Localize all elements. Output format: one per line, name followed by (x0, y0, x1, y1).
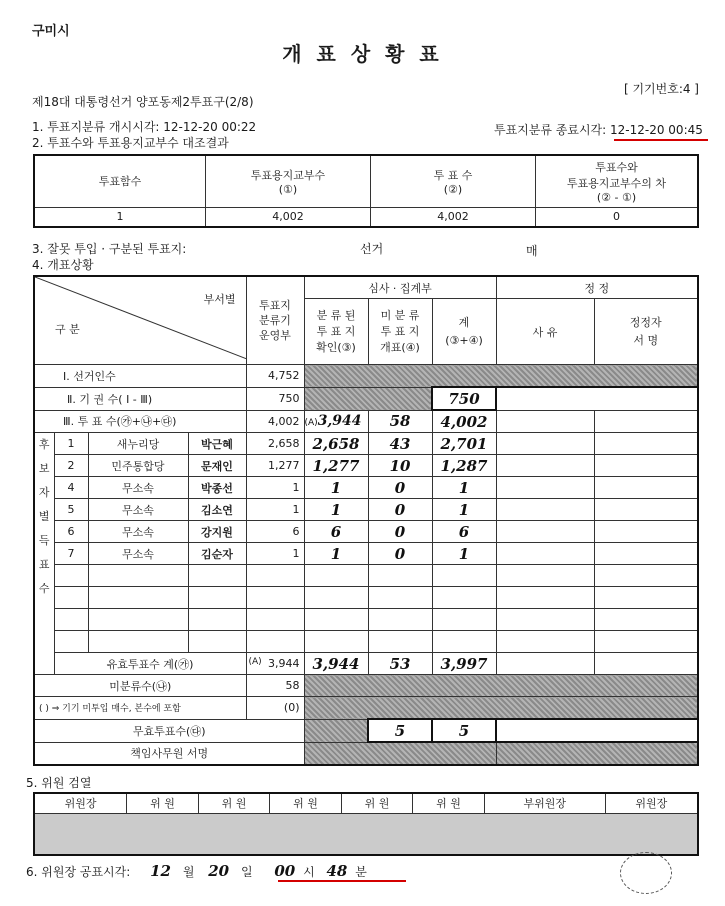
dept-label: 부서별 (203, 293, 236, 306)
issued-header-line1: 투표용지교부수 (250, 168, 326, 182)
gubun-label: 구 분 (55, 323, 80, 336)
invalid-hand-u: 5 (368, 719, 432, 742)
diff-header-line2: 투표용지교부수의 차 (566, 176, 667, 190)
cand-name: 강지원 (188, 521, 246, 543)
valid-hand-c: 3,944 (304, 653, 368, 675)
shaded-cell (304, 697, 698, 720)
ballot-box-value: 1 (34, 207, 206, 227)
section-6 (26, 862, 367, 880)
unclassified-value: 58 (246, 675, 304, 697)
blank-cell (432, 631, 496, 653)
blank-cell (246, 631, 304, 653)
electors-label: Ⅰ. 선거인수 (34, 365, 246, 388)
side-char: 보 (38, 462, 50, 475)
cand-hand-c: 6 (304, 521, 368, 543)
empty-row (34, 587, 698, 609)
side-char: 자 (38, 486, 50, 499)
blank-cell (304, 609, 368, 631)
cand-party: 무소속 (88, 543, 188, 565)
member-title: 위 원 (198, 793, 270, 813)
blank-cell (54, 609, 88, 631)
total-header-2: (③+④) (445, 333, 483, 347)
votes-header-line1: 투 표 수 (433, 168, 473, 182)
blank-cell (594, 433, 698, 455)
cand-hand-u: 43 (368, 433, 432, 455)
blank-cell (594, 587, 698, 609)
blank-cell (496, 433, 594, 455)
votes-value: 4,002 (371, 207, 536, 227)
blank-cell (188, 609, 246, 631)
abstain-label: Ⅱ. 기 권 수( Ⅰ - Ⅲ) (34, 387, 246, 410)
cand-hand-u: 0 (368, 521, 432, 543)
member-title: 부위원장 (484, 793, 605, 813)
blank-cell (496, 609, 594, 631)
unclassified-row (34, 675, 698, 697)
red-underline (278, 880, 406, 882)
member-title: 위원장 (605, 793, 698, 813)
correction-header: 정 정 (496, 276, 698, 299)
sort-end-label: 투표지분류 종료시각: (494, 123, 607, 137)
votes-hand-total: 4,002 (432, 410, 496, 433)
cand-hand-t: 1 (432, 499, 496, 521)
blank-cell (432, 609, 496, 631)
valid-prefix: (A) (248, 657, 262, 667)
unclassified-header-1: 미 분 류 (380, 308, 420, 322)
reconciliation-table (33, 154, 699, 228)
cand-no: 4 (54, 477, 88, 499)
cand-no: 7 (54, 543, 88, 565)
empty-row (34, 631, 698, 653)
announce-day: 20 (208, 862, 230, 880)
shaded-cell (304, 365, 698, 388)
blank-cell (496, 521, 594, 543)
cand-hand-t: 6 (432, 521, 496, 543)
section-2-label: 2. 투표수와 투표용지교부수 대조결과 (32, 136, 229, 150)
total-header (432, 299, 496, 365)
election-title: 제18대 대통령선거 양포동제2투표구(2/8) (32, 95, 254, 109)
candidate-row (34, 543, 698, 565)
blank-cell (432, 565, 496, 587)
cand-party: 무소속 (88, 477, 188, 499)
cand-hand-c: 2,658 (304, 433, 368, 455)
abstain-value: 750 (246, 387, 304, 410)
announce-label: 6. 위원장 공표시각: (26, 865, 131, 879)
classified-header (304, 299, 368, 365)
cand-party: 민주통합당 (88, 455, 188, 477)
cand-name: 김순자 (188, 543, 246, 565)
section-4-label: 4. 개표상황 (32, 258, 94, 272)
issued-value: 4,002 (206, 207, 371, 227)
votes-header (371, 155, 536, 207)
note-value: (0) (246, 697, 304, 720)
cand-name: 박근혜 (188, 433, 246, 455)
side-char: 수 (38, 582, 50, 595)
cand-machine: 1 (246, 477, 304, 499)
cand-name: 문재인 (188, 455, 246, 477)
blank-cell (496, 565, 594, 587)
cand-machine: 1 (246, 499, 304, 521)
blank-cell (246, 587, 304, 609)
blank-cell (88, 609, 188, 631)
valid-label: 유효투표수 계(㉮) (54, 653, 246, 675)
sort-start (32, 118, 256, 135)
blank-cell (594, 410, 698, 433)
candidate-row (34, 433, 698, 455)
diff-header-line3: (② - ①) (596, 190, 637, 204)
votes-hand-classified (304, 410, 368, 433)
unclassified-header (368, 299, 432, 365)
blank-cell (368, 631, 432, 653)
ballot-box-header: 투표함수 (34, 155, 206, 207)
cand-hand-t: 1,287 (432, 455, 496, 477)
diagonal-line (35, 277, 247, 359)
empty-row (34, 565, 698, 587)
cand-hand-t: 1 (432, 543, 496, 565)
invalid-hand-t: 5 (432, 719, 496, 742)
blank-cell (304, 565, 368, 587)
blank-cell (88, 631, 188, 653)
cand-hand-t: 1 (432, 477, 496, 499)
blank-cell (594, 477, 698, 499)
candidate-row (34, 499, 698, 521)
side-char: 후 (38, 438, 50, 451)
signer-header-2: 서 명 (633, 333, 659, 347)
cand-hand-u: 0 (368, 499, 432, 521)
machine-header (246, 276, 304, 365)
cand-no: 2 (54, 455, 88, 477)
side-char: 득 (38, 534, 50, 547)
candidate-row (34, 477, 698, 499)
blank-cell (496, 587, 594, 609)
blank-cell (496, 477, 594, 499)
announce-minute-unit: 분 (355, 865, 367, 879)
blank-cell (368, 587, 432, 609)
cand-hand-u: 0 (368, 477, 432, 499)
shaded-cell (496, 742, 698, 765)
member-title: 위원장 (34, 793, 127, 813)
valid-machine (246, 653, 304, 675)
announce-month: 12 (150, 862, 171, 880)
signer-header-1: 정정자 (629, 315, 662, 329)
gubun-header-cell (34, 276, 246, 365)
cand-machine: 1 (246, 543, 304, 565)
blank-cell (496, 719, 698, 742)
cand-hand-u: 0 (368, 543, 432, 565)
cand-machine: 6 (246, 521, 304, 543)
page-title: 개 표 상 황 표 (282, 42, 443, 66)
votes-label: Ⅲ. 투 표 수(㉮+㉯+㉰) (34, 410, 246, 433)
side-char: 표 (38, 558, 50, 571)
member-title: 위 원 (270, 793, 342, 813)
classified-header-1: 분 류 된 (316, 308, 356, 322)
cand-hand-t: 2,701 (432, 433, 496, 455)
city-label: 구미시 (32, 24, 70, 39)
valid-hand-t: 3,997 (432, 653, 496, 675)
blank-cell (594, 609, 698, 631)
diff-header (536, 155, 699, 207)
valid-value: 3,944 (268, 657, 300, 670)
blank-cell (432, 587, 496, 609)
cand-no: 1 (54, 433, 88, 455)
blank-cell (304, 631, 368, 653)
note-label: ( ) ⇒ 기기 미투입 매수, 본수에 포함 (34, 697, 246, 720)
redacted-signatures (35, 814, 697, 854)
sort-end (494, 121, 703, 138)
announce-hour: 00 (274, 862, 296, 880)
electors-value: 4,752 (246, 365, 304, 388)
blank-cell (88, 565, 188, 587)
machine-header-2: 분류기 (259, 314, 291, 327)
invalid-label: 무효투표수(㉰) (34, 719, 304, 742)
votes-hand-unclassified: 58 (368, 410, 432, 433)
blank-cell (246, 565, 304, 587)
member-title: 위 원 (341, 793, 413, 813)
blank-cell (88, 587, 188, 609)
signer-header (594, 299, 698, 365)
table-row (34, 387, 698, 410)
blank-cell (304, 587, 368, 609)
votes-prefix: (A) (304, 418, 318, 429)
officer-row (34, 742, 698, 765)
announce-day-unit: 일 (240, 865, 253, 879)
side-char: 별 (38, 510, 50, 523)
cand-party: 무소속 (88, 521, 188, 543)
cand-no: 6 (54, 521, 88, 543)
empty-row (34, 609, 698, 631)
blank-cell (368, 565, 432, 587)
section-3-count: 매 (526, 244, 538, 258)
issued-header-line2: (①) (278, 182, 298, 196)
sort-start-value: 12-12-20 00:22 (163, 120, 257, 134)
unclassified-header-2: 투 표 지 (380, 324, 420, 338)
shaded-cell (304, 742, 496, 765)
blank-cell (594, 543, 698, 565)
blank-cell (594, 455, 698, 477)
official-seal (620, 852, 672, 894)
machine-header-1: 투표지 (259, 299, 291, 312)
shaded-cell (304, 719, 368, 742)
cand-name: 박종선 (188, 477, 246, 499)
machine-header-3: 운영부 (259, 329, 291, 342)
announce-minute: 48 (326, 862, 348, 880)
candidate-row (34, 455, 698, 477)
blank-cell (368, 609, 432, 631)
diff-value: 0 (536, 207, 699, 227)
side-label (34, 433, 54, 675)
issued-header (206, 155, 371, 207)
abstain-hand: 750 (432, 387, 496, 410)
cand-party: 무소속 (88, 499, 188, 521)
section-3-label: 3. 잘못 투입 · 구분된 투표지: (32, 242, 187, 256)
votes-hand-c: 3,944 (317, 413, 362, 430)
valid-total-row (34, 653, 698, 675)
cand-hand-c: 1 (304, 477, 368, 499)
blank-cell (594, 521, 698, 543)
unclassified-label: 미분류수(㉯) (34, 675, 246, 697)
blank-cell (496, 499, 594, 521)
sort-end-value: 12-12-20 00:45 (610, 123, 703, 137)
member-title: 위 원 (127, 793, 199, 813)
cand-party: 새누리당 (88, 433, 188, 455)
section-3-election: 선거 (360, 242, 384, 256)
cand-name: 김소연 (188, 499, 246, 521)
red-underline (614, 139, 708, 141)
signature-area (34, 813, 698, 855)
blank-cell (594, 631, 698, 653)
cand-hand-c: 1 (304, 499, 368, 521)
blank-cell (594, 499, 698, 521)
cand-machine: 2,658 (246, 433, 304, 455)
counting-table (33, 275, 699, 766)
blank-cell (594, 565, 698, 587)
blank-cell (496, 410, 594, 433)
blank-cell (496, 387, 698, 410)
announce-hour-unit: 시 (303, 865, 315, 879)
blank-cell (188, 587, 246, 609)
shaded-cell (304, 387, 432, 410)
votes-header-line2: (②) (443, 182, 463, 196)
blank-cell (496, 653, 594, 675)
reason-header: 사 유 (496, 299, 594, 365)
candidate-row (34, 521, 698, 543)
classified-header-2: 투 표 지 (316, 324, 356, 338)
shaded-cell (304, 675, 698, 697)
blank-cell (246, 609, 304, 631)
table-row (34, 410, 698, 433)
votes-value: 4,002 (246, 410, 304, 433)
blank-cell (496, 631, 594, 653)
cand-no: 5 (54, 499, 88, 521)
cand-hand-c: 1,277 (304, 455, 368, 477)
table-row (34, 365, 698, 388)
section-5-label: 5. 위원 검열 (26, 776, 92, 790)
sort-start-label: 1. 투표지분류 개시시각: (32, 120, 160, 134)
blank-cell (54, 631, 88, 653)
cand-hand-u: 10 (368, 455, 432, 477)
cand-machine: 1,277 (246, 455, 304, 477)
classified-header-3: 확인(③) (316, 340, 356, 354)
unclassified-header-3: 개표(④) (380, 340, 420, 354)
total-header-1: 계 (458, 315, 470, 329)
machine-number: [ 기기번호:4 ] (623, 82, 699, 96)
blank-cell (188, 565, 246, 587)
member-title: 위 원 (413, 793, 485, 813)
cand-hand-c: 1 (304, 543, 368, 565)
blank-cell (496, 543, 594, 565)
valid-hand-u: 53 (368, 653, 432, 675)
blank-cell (54, 565, 88, 587)
announce-month-unit: 월 (182, 865, 195, 879)
officer-label: 책임사무원 서명 (34, 742, 304, 765)
blank-cell (188, 631, 246, 653)
invalid-row (34, 719, 698, 742)
blank-cell (496, 455, 594, 477)
blank-cell (54, 587, 88, 609)
member-table (33, 792, 699, 856)
review-header: 심사 · 집계부 (304, 276, 496, 299)
note-row (34, 697, 698, 720)
diff-header-line1: 투표수와 (595, 160, 638, 174)
blank-cell (594, 653, 698, 675)
